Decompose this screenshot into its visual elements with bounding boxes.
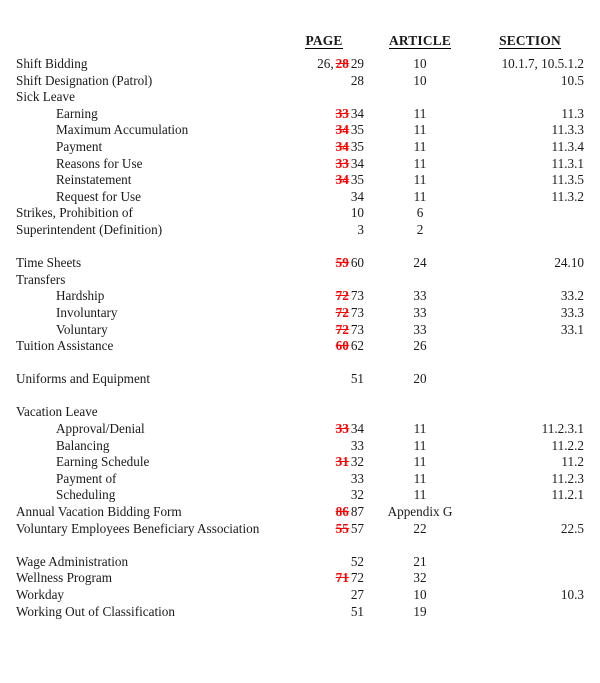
struck-page-number: 33 — [335, 155, 349, 171]
page-number: 87 — [350, 504, 364, 520]
page-number: 51 — [350, 371, 364, 387]
table-row — [16, 222, 584, 239]
index-entry-article: 22 — [413, 520, 427, 536]
page-number: 51 — [350, 603, 364, 619]
page-number: 32 — [350, 487, 364, 503]
table-row — [16, 272, 584, 289]
index-entry-section: 11.2.1 — [551, 487, 584, 503]
table-row — [16, 172, 584, 189]
index-entry-article: 11 — [413, 421, 427, 437]
table-header-row — [16, 30, 584, 56]
index-entry-section: 11.2.2 — [551, 437, 584, 453]
table-row — [16, 471, 584, 488]
index-entry-page — [284, 454, 364, 471]
table-row — [16, 371, 584, 388]
index-entry-article: 11 — [413, 470, 427, 486]
index-table — [16, 30, 584, 620]
index-entry-label: Workday — [16, 587, 65, 602]
index-entry-section: 11.2 — [561, 454, 584, 470]
spacer-cell — [476, 239, 584, 256]
header-label-cell — [16, 30, 284, 56]
index-entry-article: 11 — [413, 155, 427, 171]
index-entry-label: Annual Vacation Bidding Form — [16, 504, 182, 520]
spacer-cell — [284, 537, 364, 554]
index-entry-article: 10 — [413, 56, 427, 71]
index-entry-label: Payment — [56, 138, 103, 154]
spacer-cell — [16, 537, 284, 554]
index-entry-label: Wellness Program — [16, 570, 112, 586]
page-prefix: 26, — [317, 56, 334, 71]
index-entry-label: Earning Schedule — [56, 454, 150, 470]
index-entry-article: 33 — [413, 321, 427, 337]
spacer-cell — [364, 388, 476, 405]
index-entry-page — [284, 604, 364, 621]
index-entry-page — [284, 122, 364, 139]
spacer-row — [16, 388, 584, 405]
index-entry-section: 10.1.7, 10.5.1.2 — [501, 56, 584, 71]
struck-page-number: 71 — [335, 570, 349, 586]
index-entry-section — [476, 570, 584, 587]
page-number: 32 — [350, 454, 364, 470]
table-row — [16, 106, 584, 123]
index-entry-label: Shift Bidding — [16, 56, 88, 71]
page-number: 29 — [350, 56, 364, 71]
spacer-cell — [364, 355, 476, 372]
struck-page-number: 31 — [335, 454, 349, 470]
index-entry-page — [284, 139, 364, 156]
index-entry-page — [284, 504, 364, 521]
index-entry-page — [284, 172, 364, 189]
index-entry-section — [476, 222, 584, 239]
index-entry-section: 11.3.2 — [551, 188, 584, 204]
index-entry-section — [476, 504, 584, 521]
index-entry-label: Strikes, Prohibition of — [16, 205, 133, 221]
index-entry-page — [284, 521, 364, 538]
index-entry-section — [476, 89, 584, 106]
index-entry-label: Maximum Accumulation — [56, 122, 189, 138]
struck-page-number: 72 — [335, 321, 349, 337]
index-entry-section: 11.3.1 — [551, 155, 584, 171]
index-entry-label: Working Out of Classification — [16, 603, 175, 619]
table-row — [16, 521, 584, 538]
index-entry-label: Shift Designation (Patrol) — [16, 72, 153, 88]
index-entry-page — [284, 288, 364, 305]
index-entry-page — [284, 205, 364, 222]
index-entry-article: 10 — [413, 72, 427, 88]
struck-page-number: 34 — [335, 172, 349, 188]
table-row — [16, 189, 584, 206]
table-row — [16, 438, 584, 455]
index-entry-label: Scheduling — [56, 487, 116, 503]
index-entry-article: 33 — [413, 288, 427, 304]
page-number: 34 — [350, 188, 364, 204]
index-entry-label: Reasons for Use — [56, 155, 143, 171]
index-entry-page — [284, 255, 364, 272]
spacer-cell — [284, 239, 364, 256]
table-row — [16, 122, 584, 139]
index-entry-article: 19 — [413, 603, 427, 619]
struck-page-number: 33 — [335, 105, 349, 121]
page-number: 57 — [350, 520, 364, 536]
struck-page-number: 86 — [335, 504, 349, 520]
page-number: 10 — [350, 205, 364, 221]
index-entry-label: Sick Leave — [16, 89, 75, 105]
column-header-article: ARTICLE — [389, 33, 451, 48]
index-entry-article: 24 — [413, 255, 427, 271]
index-entry-page — [284, 222, 364, 239]
spacer-cell — [364, 239, 476, 256]
spacer-cell — [16, 239, 284, 256]
index-entry-page — [284, 305, 364, 322]
index-entry-page — [284, 156, 364, 173]
page-number: 33 — [350, 470, 364, 486]
index-entry-article: 11 — [413, 105, 427, 121]
table-row — [16, 504, 584, 521]
table-row — [16, 288, 584, 305]
index-entry-section — [476, 554, 584, 571]
index-entry-label: Voluntary — [56, 321, 108, 337]
index-entry-article: 11 — [413, 138, 427, 154]
index-entry-article: 32 — [413, 570, 427, 586]
index-entry-page — [284, 106, 364, 123]
index-table-body — [16, 30, 584, 620]
spacer-cell — [16, 355, 284, 372]
table-row — [16, 421, 584, 438]
index-entry-article: 11 — [413, 454, 427, 470]
index-entry-article: 21 — [413, 553, 427, 569]
index-entry-label: Vacation Leave — [16, 404, 98, 420]
index-entry-article: 11 — [413, 437, 427, 453]
index-entry-article: 11 — [413, 172, 427, 188]
index-entry-section: 24.10 — [554, 255, 584, 271]
struck-page-number: 72 — [335, 304, 349, 320]
page-number: 73 — [350, 304, 364, 320]
page-number: 3 — [357, 221, 364, 237]
page-number: 60 — [350, 255, 364, 271]
index-entry-page — [284, 322, 364, 339]
table-row — [16, 56, 584, 73]
page-number: 34 — [350, 155, 364, 171]
index-entry-label: Balancing — [56, 437, 110, 453]
table-row — [16, 255, 584, 272]
spacer-cell — [364, 537, 476, 554]
header-article-cell — [364, 30, 476, 56]
page-number: 73 — [350, 321, 364, 337]
document-page — [0, 30, 600, 683]
index-entry-label: Tuition Assistance — [16, 338, 114, 354]
index-entry-section: 11.3 — [561, 105, 584, 121]
index-entry-section — [476, 338, 584, 355]
index-entry-label: Reinstatement — [56, 172, 132, 188]
index-entry-label: Earning — [56, 105, 98, 121]
table-row — [16, 404, 584, 421]
page-number: 35 — [350, 172, 364, 188]
table-row — [16, 587, 584, 604]
page-number: 73 — [350, 288, 364, 304]
index-entry-label: Uniforms and Equipment — [16, 371, 151, 387]
page-number: 52 — [350, 553, 364, 569]
index-entry-section: 11.3.5 — [551, 172, 584, 188]
index-entry-label: Payment of — [56, 470, 117, 486]
index-entry-article: 11 — [413, 122, 427, 138]
table-row — [16, 89, 584, 106]
index-entry-page — [284, 73, 364, 90]
spacer-row — [16, 355, 584, 372]
spacer-cell — [284, 388, 364, 405]
index-entry-section: 11.2.3 — [551, 470, 584, 486]
index-entry-page — [284, 404, 364, 421]
table-row — [16, 205, 584, 222]
table-row — [16, 305, 584, 322]
table-row — [16, 338, 584, 355]
index-entry-article: 33 — [413, 304, 427, 320]
table-row — [16, 139, 584, 156]
index-entry-section: 11.2.3.1 — [541, 421, 584, 437]
spacer-row — [16, 239, 584, 256]
index-entry-article: 11 — [413, 487, 427, 503]
index-entry-section: 33.3 — [560, 304, 584, 320]
index-entry-page — [284, 471, 364, 488]
index-entry-label: Approval/Denial — [56, 421, 145, 437]
index-entry-page — [284, 89, 364, 106]
index-entry-label: Transfers — [16, 271, 66, 287]
spacer-cell — [476, 355, 584, 372]
spacer-cell — [16, 388, 284, 405]
table-row — [16, 156, 584, 173]
column-header-page: PAGE — [305, 33, 343, 48]
index-entry-article: 26 — [413, 338, 427, 354]
index-entry-label: Wage Administration — [16, 553, 129, 569]
index-entry-page — [284, 338, 364, 355]
page-number: 28 — [350, 72, 364, 88]
spacer-cell — [284, 355, 364, 372]
spacer-cell — [476, 388, 584, 405]
index-entry-section: 11.3.3 — [551, 122, 584, 138]
spacer-row — [16, 537, 584, 554]
index-entry-page — [284, 554, 364, 571]
index-entry-label: Time Sheets — [16, 255, 82, 271]
index-entry-section: 33.2 — [560, 288, 584, 304]
index-entry-section: 10.5 — [560, 72, 584, 88]
index-entry-article — [364, 272, 476, 289]
index-entry-article: 20 — [413, 371, 427, 387]
struck-page-number: 72 — [335, 288, 349, 304]
table-row — [16, 570, 584, 587]
header-section-cell — [476, 30, 584, 56]
struck-page-number: 33 — [335, 421, 349, 437]
index-entry-section: 10.3 — [560, 587, 584, 602]
index-entry-page — [284, 189, 364, 206]
index-entry-section: 33.1 — [560, 321, 584, 337]
struck-page-number: 55 — [335, 520, 349, 536]
index-entry-section: 11.3.4 — [551, 138, 584, 154]
index-entry-page — [284, 570, 364, 587]
index-entry-page — [284, 56, 364, 73]
index-entry-page — [284, 487, 364, 504]
index-entry-article: Appendix G — [387, 504, 453, 520]
table-row — [16, 487, 584, 504]
struck-page-number: 59 — [335, 255, 349, 271]
table-row — [16, 604, 584, 621]
page-number: 34 — [350, 421, 364, 437]
table-row — [16, 454, 584, 471]
index-entry-section — [476, 205, 584, 222]
index-entry-label: Voluntary Employees Beneficiary Association — [16, 520, 260, 536]
index-entry-section — [476, 371, 584, 388]
index-entry-label: Superintendent (Definition) — [16, 221, 163, 237]
page-number: 34 — [350, 105, 364, 121]
spacer-cell — [476, 537, 584, 554]
struck-page-number: 34 — [335, 122, 349, 138]
table-row — [16, 322, 584, 339]
page-number: 35 — [350, 138, 364, 154]
index-entry-section — [476, 404, 584, 421]
index-entry-label: Request for Use — [56, 188, 141, 204]
struck-page-number: 28 — [335, 56, 349, 71]
index-entry-article — [364, 404, 476, 421]
page-number: 33 — [350, 437, 364, 453]
page-number: 72 — [350, 570, 364, 586]
index-entry-section: 22.5 — [560, 520, 584, 536]
index-entry-article: 11 — [413, 188, 427, 204]
struck-page-number: 60 — [335, 338, 349, 354]
index-entry-page — [284, 371, 364, 388]
index-entry-section — [476, 272, 584, 289]
index-entry-page — [284, 438, 364, 455]
page-number: 27 — [350, 587, 364, 602]
index-entry-label: Hardship — [56, 288, 105, 304]
struck-page-number: 34 — [335, 138, 349, 154]
page-number: 62 — [350, 338, 364, 354]
table-row — [16, 554, 584, 571]
index-entry-label: Involuntary — [56, 304, 118, 320]
index-entry-article: 2 — [416, 221, 424, 237]
page-number: 35 — [350, 122, 364, 138]
table-row — [16, 73, 584, 90]
index-entry-page — [284, 587, 364, 604]
index-entry-article: 10 — [413, 587, 427, 602]
index-entry-page — [284, 421, 364, 438]
index-entry-page — [284, 272, 364, 289]
index-entry-article — [364, 89, 476, 106]
header-page-cell — [284, 30, 364, 56]
column-header-section: SECTION — [499, 33, 561, 48]
index-entry-article: 6 — [416, 205, 424, 221]
index-entry-section — [476, 604, 584, 621]
